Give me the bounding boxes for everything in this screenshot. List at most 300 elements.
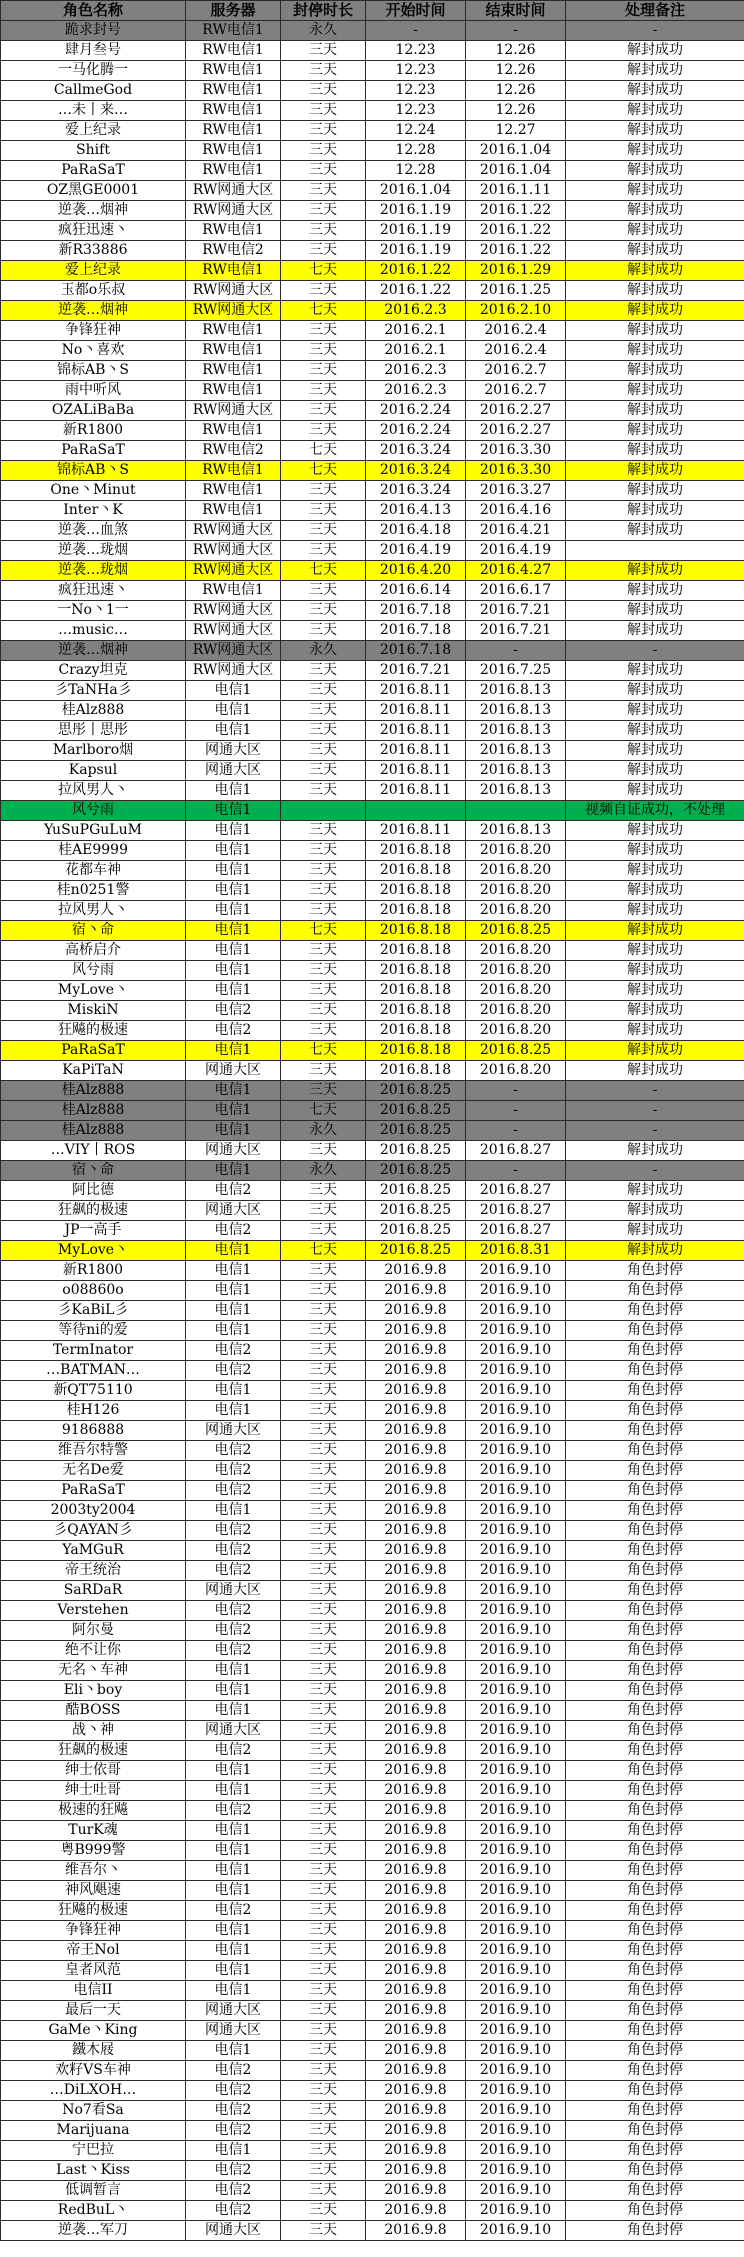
cell-ban-duration: 三天 [281, 661, 366, 681]
cell-ban-duration: 三天 [281, 841, 366, 861]
cell-ban-duration: 三天 [281, 1321, 366, 1341]
cell-end-time: 2016.9.10 [466, 1821, 566, 1841]
table-row [1, 41, 744, 61]
cell-ban-duration: 三天 [281, 1361, 366, 1381]
cell-role-name: 玉都o乐叔 [1, 281, 186, 301]
cell-server: 电信1 [186, 801, 281, 821]
cell-start-time: 2016.9.8 [366, 1981, 466, 2001]
table-row [1, 2121, 744, 2141]
cell-server: 电信2 [186, 1521, 281, 1541]
cell-start-time: 2016.8.25 [366, 1221, 466, 1241]
table-row [1, 581, 744, 601]
cell-end-time: 2016.8.20 [466, 981, 566, 1001]
cell-end-time: 2016.1.22 [466, 241, 566, 261]
cell-server: RW电信1 [186, 341, 281, 361]
table-row [1, 921, 744, 941]
cell-remark: 解封成功 [566, 441, 744, 461]
cell-end-time: 2016.9.10 [466, 2101, 566, 2121]
table-row [1, 681, 744, 701]
cell-remark: 解封成功 [566, 941, 744, 961]
cell-remark: - [566, 1081, 744, 1101]
cell-role-name: 宿丶命 [1, 1161, 186, 1181]
cell-ban-duration: 三天 [281, 1021, 366, 1041]
cell-remark: 角色封停 [566, 1621, 744, 1641]
cell-remark: 角色封停 [566, 2141, 744, 2161]
cell-role-name: 爱上纪录 [1, 261, 186, 281]
cell-role-name: 桂H126 [1, 1401, 186, 1421]
cell-end-time: 2016.9.10 [466, 2081, 566, 2101]
table-row [1, 2161, 744, 2181]
cell-role-name: 绅士吐哥 [1, 1781, 186, 1801]
cell-role-name: 无名De爱 [1, 1461, 186, 1481]
cell-server: RW网通大区 [186, 661, 281, 681]
cell-remark: 解封成功 [566, 781, 744, 801]
cell-remark: 角色封停 [566, 1941, 744, 1961]
cell-role-name: 宁巴拉 [1, 2141, 186, 2161]
cell-start-time: 2016.9.8 [366, 1761, 466, 1781]
table-row [1, 401, 744, 421]
table-row [1, 2061, 744, 2081]
cell-start-time: 2016.2.3 [366, 361, 466, 381]
cell-end-time: 2016.8.13 [466, 761, 566, 781]
cell-end-time: 2016.9.10 [466, 1281, 566, 1301]
table-row [1, 1261, 744, 1281]
cell-end-time: 12.26 [466, 61, 566, 81]
cell-server: 网通大区 [186, 741, 281, 761]
cell-server: RW电信1 [186, 161, 281, 181]
cell-ban-duration: 三天 [281, 1861, 366, 1881]
cell-ban-duration: 三天 [281, 341, 366, 361]
cell-start-time: 12.23 [366, 81, 466, 101]
table-row [1, 1721, 744, 1741]
cell-role-name: 极速的狂飚 [1, 1801, 186, 1821]
cell-remark: 解封成功 [566, 41, 744, 61]
cell-server: 电信1 [186, 901, 281, 921]
cell-start-time: 2016.1.04 [366, 181, 466, 201]
cell-end-time: 2016.2.7 [466, 381, 566, 401]
cell-start-time: 2016.9.8 [366, 2121, 466, 2141]
table-row [1, 141, 744, 161]
cell-role-name: 最后一天 [1, 2001, 186, 2021]
cell-end-time: 2016.9.10 [466, 1841, 566, 1861]
cell-role-name: Verstehen [1, 1601, 186, 1621]
cell-server: 电信1 [186, 1501, 281, 1521]
cell-remark: 角色封停 [566, 1901, 744, 1921]
cell-remark: 角色封停 [566, 1761, 744, 1781]
cell-remark: 角色封停 [566, 1421, 744, 1441]
cell-role-name: 桂Alz888 [1, 701, 186, 721]
cell-remark: 解封成功 [566, 81, 744, 101]
cell-end-time: 2016.1.22 [466, 221, 566, 241]
cell-server: 电信2 [186, 1561, 281, 1581]
cell-server: 电信2 [186, 1001, 281, 1021]
cell-end-time: 2016.9.10 [466, 1321, 566, 1341]
cell-end-time: - [466, 1161, 566, 1181]
table-row [1, 861, 744, 881]
cell-end-time: 2016.9.10 [466, 2161, 566, 2181]
cell-start-time: 2016.9.8 [366, 2061, 466, 2081]
cell-start-time: 2016.7.21 [366, 661, 466, 681]
cell-remark: 角色封停 [566, 1521, 744, 1541]
cell-role-name: 酷BOSS [1, 1701, 186, 1721]
cell-role-name: Last丶Kiss [1, 2161, 186, 2181]
cell-remark: - [566, 1161, 744, 1181]
cell-end-time: 2016.8.13 [466, 741, 566, 761]
cell-remark: 解封成功 [566, 241, 744, 261]
table-row [1, 1381, 744, 1401]
cell-server: 电信2 [186, 1021, 281, 1041]
cell-start-time: 2016.1.19 [366, 201, 466, 221]
cell-role-name: 狂飚的极速 [1, 1021, 186, 1041]
cell-ban-duration: 三天 [281, 2201, 366, 2221]
cell-remark: 角色封停 [566, 1481, 744, 1501]
cell-server: 电信2 [186, 2161, 281, 2181]
cell-end-time: 2016.2.7 [466, 361, 566, 381]
cell-role-name: 彡QAYAN彡 [1, 1521, 186, 1541]
cell-remark: 角色封停 [566, 1401, 744, 1421]
cell-role-name: 狂飙的极速 [1, 1201, 186, 1221]
cell-remark: 角色封停 [566, 1541, 744, 1561]
table-row [1, 1641, 744, 1661]
table-row [1, 1321, 744, 1341]
cell-remark: 解封成功 [566, 361, 744, 381]
cell-ban-duration: 三天 [281, 381, 366, 401]
cell-server: RW电信1 [186, 221, 281, 241]
cell-remark: 解封成功 [566, 281, 744, 301]
cell-start-time: 2016.9.8 [366, 1541, 466, 1561]
cell-role-name: 彡TaNHa彡 [1, 681, 186, 701]
cell-ban-duration: 三天 [281, 421, 366, 441]
cell-ban-duration: 三天 [281, 721, 366, 741]
cell-ban-duration: 三天 [281, 121, 366, 141]
table-row [1, 1401, 744, 1421]
cell-start-time: 2016.9.8 [366, 1701, 466, 1721]
table-row [1, 901, 744, 921]
cell-remark: 解封成功 [566, 861, 744, 881]
cell-start-time: 2016.9.8 [366, 2081, 466, 2101]
cell-server: RW电信1 [186, 361, 281, 381]
cell-remark: 角色封停 [566, 1661, 744, 1681]
cell-ban-duration: 三天 [281, 321, 366, 341]
cell-start-time: 2016.8.18 [366, 861, 466, 881]
cell-role-name: PaRaSaT [1, 441, 186, 461]
cell-start-time: 2016.2.3 [366, 301, 466, 321]
cell-end-time: 2016.9.10 [466, 2221, 566, 2241]
cell-remark: 角色封停 [566, 2221, 744, 2241]
cell-end-time: 12.27 [466, 121, 566, 141]
cell-role-name: MiskiN [1, 1001, 186, 1021]
cell-remark: 解封成功 [566, 561, 744, 581]
cell-server: RW网通大区 [186, 181, 281, 201]
cell-remark: 解封成功 [566, 601, 744, 621]
cell-role-name: 思彤丨思彤 [1, 721, 186, 741]
cell-ban-duration: 三天 [281, 1781, 366, 1801]
cell-server: 网通大区 [186, 1061, 281, 1081]
cell-ban-duration: 三天 [281, 701, 366, 721]
cell-remark: 解封成功 [566, 721, 744, 741]
cell-end-time: 2016.9.10 [466, 1401, 566, 1421]
cell-remark: 解封成功 [566, 1021, 744, 1041]
cell-role-name: 拉风男人丶 [1, 901, 186, 921]
cell-start-time: 2016.9.8 [366, 1821, 466, 1841]
cell-end-time: 2016.9.10 [466, 1481, 566, 1501]
cell-server: RW电信1 [186, 501, 281, 521]
table-row [1, 1501, 744, 1521]
cell-remark: - [566, 21, 744, 41]
cell-remark: 角色封停 [566, 1601, 744, 1621]
cell-end-time: 2016.9.10 [466, 1441, 566, 1461]
table-row [1, 941, 744, 961]
cell-ban-duration: 三天 [281, 1801, 366, 1821]
cell-start-time: 2016.9.8 [366, 2101, 466, 2121]
cell-end-time: 2016.8.27 [466, 1221, 566, 1241]
cell-start-time: 2016.9.8 [366, 1281, 466, 1301]
cell-start-time: 2016.9.8 [366, 1361, 466, 1381]
cell-ban-duration: 三天 [281, 961, 366, 981]
cell-ban-duration: 三天 [281, 1761, 366, 1781]
table-row [1, 1941, 744, 1961]
cell-end-time: 12.26 [466, 81, 566, 101]
cell-ban-duration: 三天 [281, 1201, 366, 1221]
cell-start-time: 2016.8.18 [366, 1061, 466, 1081]
cell-ban-duration [281, 801, 366, 821]
cell-server: RW网通大区 [186, 621, 281, 641]
cell-remark: 解封成功 [566, 1061, 744, 1081]
cell-role-name: 新R33886 [1, 241, 186, 261]
cell-ban-duration: 三天 [281, 821, 366, 841]
cell-remark: 解封成功 [566, 981, 744, 1001]
table-row [1, 21, 744, 41]
cell-start-time: 2016.9.8 [366, 1581, 466, 1601]
cell-remark: 角色封停 [566, 1581, 744, 1601]
cell-ban-duration: 三天 [281, 361, 366, 381]
cell-server: RW网通大区 [186, 281, 281, 301]
table-row [1, 201, 744, 221]
cell-server: 电信2 [186, 1461, 281, 1481]
cell-remark: 解封成功 [566, 421, 744, 441]
cell-remark: 角色封停 [566, 1841, 744, 1861]
cell-server: 电信2 [186, 2201, 281, 2221]
cell-ban-duration: 三天 [281, 1341, 366, 1361]
table-row [1, 1921, 744, 1941]
header-remark: 处理备注 [566, 1, 744, 21]
cell-server: 电信1 [186, 881, 281, 901]
cell-end-time: 2016.8.31 [466, 1241, 566, 1261]
cell-start-time: 2016.9.8 [366, 2021, 466, 2041]
table-row [1, 1961, 744, 1981]
cell-end-time: 2016.8.27 [466, 1201, 566, 1221]
table-row [1, 1661, 744, 1681]
table-row [1, 1761, 744, 1781]
cell-ban-duration: 三天 [281, 741, 366, 761]
cell-end-time: 2016.9.10 [466, 1681, 566, 1701]
cell-server: 电信1 [186, 1681, 281, 1701]
cell-remark: 解封成功 [566, 461, 744, 481]
cell-role-name: 维吾尔特警 [1, 1441, 186, 1461]
cell-server: 电信1 [186, 1921, 281, 1941]
cell-ban-duration: 永久 [281, 641, 366, 661]
cell-server: RW电信1 [186, 121, 281, 141]
cell-role-name: 锦标AB丶S [1, 461, 186, 481]
cell-ban-duration: 三天 [281, 621, 366, 641]
cell-role-name: 风兮雨 [1, 801, 186, 821]
cell-ban-duration: 三天 [281, 41, 366, 61]
cell-ban-duration: 三天 [281, 481, 366, 501]
cell-start-time: 2016.1.22 [366, 281, 466, 301]
cell-server: 网通大区 [186, 1421, 281, 1441]
cell-ban-duration: 七天 [281, 561, 366, 581]
cell-end-time: 2016.9.10 [466, 1561, 566, 1581]
table-row [1, 641, 744, 661]
cell-end-time: 2016.9.10 [466, 1881, 566, 1901]
cell-ban-duration: 三天 [281, 141, 366, 161]
cell-end-time: 2016.8.13 [466, 781, 566, 801]
table-row [1, 2221, 744, 2241]
cell-remark: 解封成功 [566, 741, 744, 761]
cell-ban-duration: 三天 [281, 1581, 366, 1601]
cell-end-time: 2016.8.20 [466, 941, 566, 961]
cell-role-name: 爱上纪录 [1, 121, 186, 141]
cell-server: 电信1 [186, 2041, 281, 2061]
cell-role-name: …music… [1, 621, 186, 641]
cell-ban-duration: 三天 [281, 1701, 366, 1721]
cell-role-name: …BATMAN… [1, 1361, 186, 1381]
cell-start-time: 2016.9.8 [366, 1501, 466, 1521]
table-row [1, 821, 744, 841]
cell-role-name: 帝王Nol [1, 1941, 186, 1961]
table-row [1, 2181, 744, 2201]
cell-role-name: 桂Alz888 [1, 1081, 186, 1101]
cell-remark: 角色封停 [566, 1981, 744, 2001]
table-row [1, 101, 744, 121]
cell-end-time: 2016.9.10 [466, 1261, 566, 1281]
cell-role-name: Marijuana [1, 2121, 186, 2141]
cell-end-time: - [466, 1101, 566, 1121]
cell-end-time: 2016.9.10 [466, 1581, 566, 1601]
cell-remark: 角色封停 [566, 1561, 744, 1581]
cell-end-time: 2016.4.27 [466, 561, 566, 581]
cell-end-time: 2016.8.27 [466, 1141, 566, 1161]
cell-server: 电信1 [186, 961, 281, 981]
cell-role-name: CallmeGod [1, 81, 186, 101]
table-row [1, 1881, 744, 1901]
table-row [1, 881, 744, 901]
cell-remark: 角色封停 [566, 1501, 744, 1521]
cell-end-time: 2016.9.10 [466, 1701, 566, 1721]
cell-ban-duration: 七天 [281, 301, 366, 321]
cell-server: 网通大区 [186, 2001, 281, 2021]
cell-ban-duration: 三天 [281, 1501, 366, 1521]
cell-ban-duration: 三天 [281, 1221, 366, 1241]
cell-ban-duration: 三天 [281, 1521, 366, 1541]
cell-server: RW电信1 [186, 321, 281, 341]
cell-end-time: 2016.7.21 [466, 601, 566, 621]
cell-end-time: 2016.9.10 [466, 1341, 566, 1361]
table-row [1, 1901, 744, 1921]
cell-ban-duration: 七天 [281, 1041, 366, 1061]
cell-server: 电信1 [186, 1701, 281, 1721]
cell-role-name: 高桥启介 [1, 941, 186, 961]
table-row [1, 461, 744, 481]
cell-remark: 解封成功 [566, 401, 744, 421]
cell-end-time: 2016.9.10 [466, 1381, 566, 1401]
cell-remark: 角色封停 [566, 2161, 744, 2181]
cell-ban-duration: 三天 [281, 1421, 366, 1441]
cell-remark: 解封成功 [566, 521, 744, 541]
cell-remark: 解封成功 [566, 1201, 744, 1221]
cell-ban-duration: 三天 [281, 2061, 366, 2081]
cell-ban-duration: 三天 [281, 1541, 366, 1561]
cell-start-time: 2016.8.18 [366, 941, 466, 961]
cell-server: 电信1 [186, 941, 281, 961]
cell-role-name: MyLove丶 [1, 981, 186, 1001]
cell-remark: 角色封停 [566, 1861, 744, 1881]
cell-end-time: 2016.9.10 [466, 1421, 566, 1441]
cell-end-time: 2016.2.27 [466, 401, 566, 421]
cell-ban-duration: 三天 [281, 781, 366, 801]
table-row [1, 1861, 744, 1881]
cell-ban-duration: 三天 [281, 1261, 366, 1281]
cell-role-name: 宿丶命 [1, 921, 186, 941]
cell-server: 电信1 [186, 1281, 281, 1301]
cell-ban-duration: 三天 [281, 2141, 366, 2161]
cell-start-time: 2016.9.8 [366, 1601, 466, 1621]
cell-remark: 解封成功 [566, 821, 744, 841]
cell-start-time: 2016.9.8 [366, 1781, 466, 1801]
cell-start-time: 2016.8.11 [366, 741, 466, 761]
table-row [1, 1301, 744, 1321]
table-row [1, 161, 744, 181]
cell-start-time: 2016.8.25 [366, 1181, 466, 1201]
cell-ban-duration: 三天 [281, 941, 366, 961]
cell-ban-duration: 七天 [281, 261, 366, 281]
cell-end-time: 2016.7.25 [466, 661, 566, 681]
cell-remark: 解封成功 [566, 581, 744, 601]
cell-ban-duration: 永久 [281, 1121, 366, 1141]
cell-end-time: 2016.4.19 [466, 541, 566, 561]
cell-server: RW电信1 [186, 81, 281, 101]
table-row [1, 2001, 744, 2021]
cell-role-name: 新R1800 [1, 1261, 186, 1281]
cell-start-time: 2016.9.8 [366, 1881, 466, 1901]
table-row [1, 81, 744, 101]
cell-start-time: 2016.8.18 [366, 1001, 466, 1021]
cell-end-time: 2016.8.13 [466, 701, 566, 721]
cell-remark: 解封成功 [566, 1181, 744, 1201]
cell-end-time: 2016.2.27 [466, 421, 566, 441]
cell-role-name: Crazy坦克 [1, 661, 186, 681]
cell-server: 电信2 [186, 1441, 281, 1461]
table-row [1, 1041, 744, 1061]
table-row [1, 421, 744, 441]
cell-role-name: SaRDaR [1, 1581, 186, 1601]
cell-role-name: 新QT75110 [1, 1381, 186, 1401]
table-row [1, 1521, 744, 1541]
cell-start-time: 2016.4.13 [366, 501, 466, 521]
cell-remark: 解封成功 [566, 101, 744, 121]
cell-ban-duration: 三天 [281, 1301, 366, 1321]
cell-start-time: 12.28 [366, 161, 466, 181]
cell-server: RW网通大区 [186, 641, 281, 661]
table-row [1, 2141, 744, 2161]
cell-remark: 解封成功 [566, 841, 744, 861]
cell-role-name: Inter丶K [1, 501, 186, 521]
table-row [1, 1581, 744, 1601]
cell-start-time: 2016.8.18 [366, 1041, 466, 1061]
cell-remark: 解封成功 [566, 221, 744, 241]
cell-start-time: 2016.1.22 [366, 261, 466, 281]
cell-start-time: 2016.2.24 [366, 401, 466, 421]
